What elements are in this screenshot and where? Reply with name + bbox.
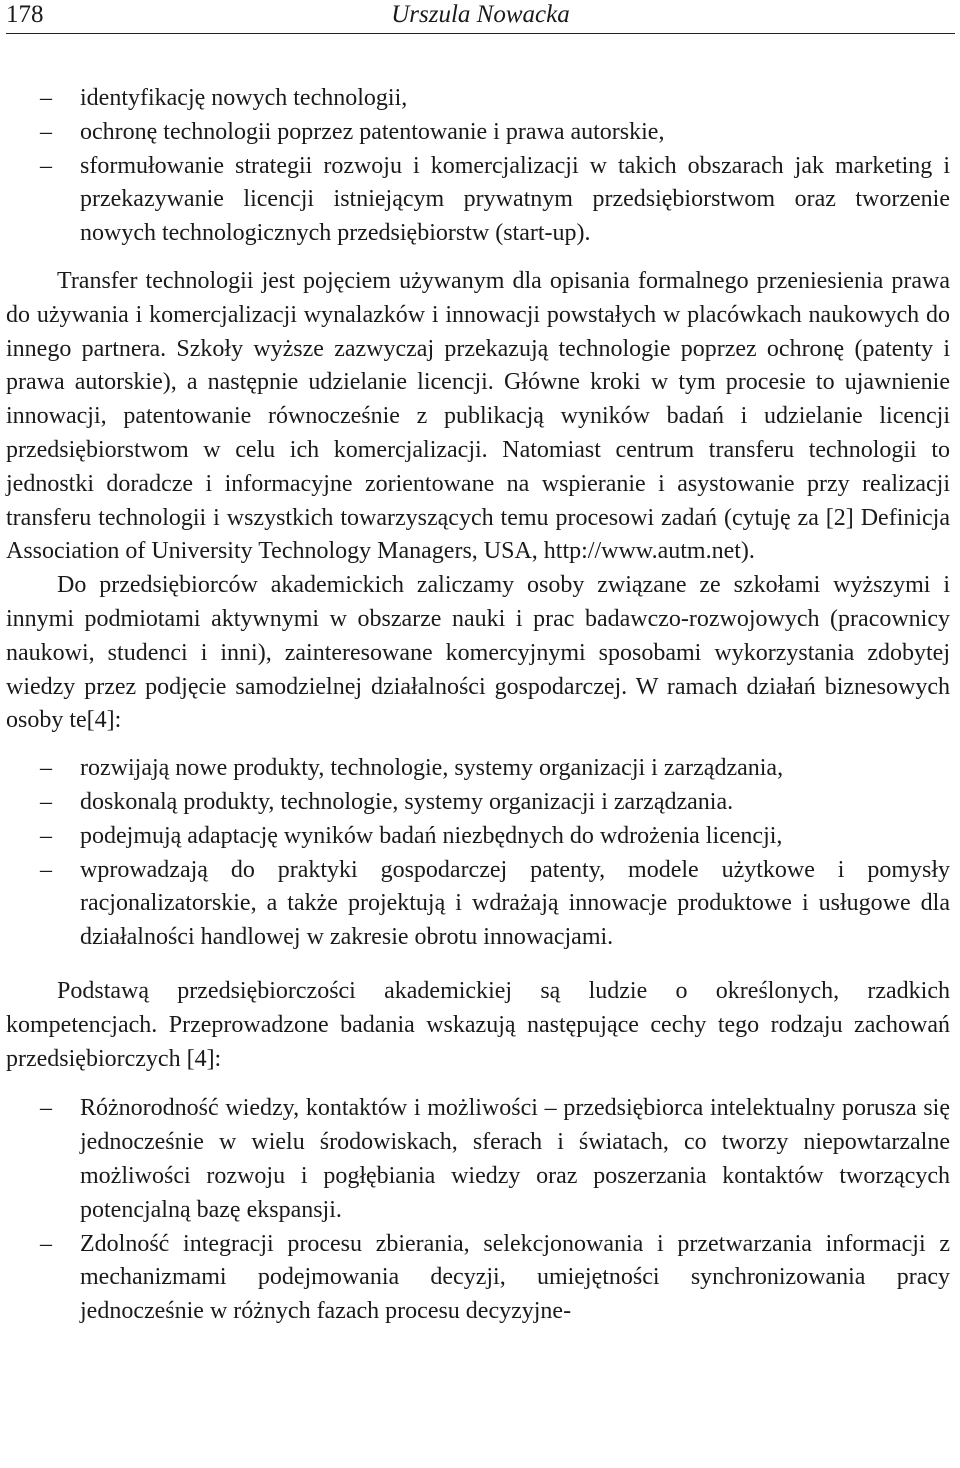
list-item: – rozwijają nowe produkty, technologie, systemy organizacji i zarządzania, xyxy=(6,752,950,786)
list-item: – podejmują adaptację wyników badań niezbędnych do wdrożenia licencji, xyxy=(6,820,950,854)
body-text xyxy=(6,82,950,1329)
dash-list-2 xyxy=(6,752,950,955)
page-header xyxy=(6,0,955,34)
list-item: – ochronę technologii poprzez patentowanie i prawa autorskie, xyxy=(6,116,950,150)
page-number: 178 xyxy=(6,1,44,28)
paragraph-przedsiebiorcy-akademiccy: Do przedsiębiorców akademickich zaliczamy osoby związane ze szkołami wyższymi i innymi podmiotami aktywnymi w obszarze nauki i prac badawczo-rozwojowych (pracownicy naukowi, studenci i inni), zainteresowane komercyjnymi sposobami wykorzystania zdobytej wiedzy przez podjęcie samodzielnej działalności gospodarczej. W ramach działań biznesowych osoby te[4]: xyxy=(6,572,950,734)
running-head-author: Urszula Nowacka xyxy=(391,1,570,28)
dash-list-1 xyxy=(6,82,950,251)
list-item: – identyfikację nowych technologii, xyxy=(6,82,950,116)
list-item: – sformułowanie strategii rozwoju i komercjalizacji w takich obszarach jak marketing i przekazywanie licencji istniejącym prywatnym przedsiębiorstwom oraz tworzenie nowych technologicznych przedsiębiorstw (start-up). xyxy=(6,150,950,251)
paragraph-transfer-technologii: Transfer technologii jest pojęciem używanym dla opisania formalnego przeniesienia prawa do używania i komercjalizacji wynalazków i innowacji powstałych w placówkach naukowych do innego partnera. Szkoły wyższe zazwyczaj przekazują technologie poprzez ochronę (patenty i prawa autorskie), a następnie udzielanie licencji. Główne kroki w tym procesie to ujawnienie innowacji, patentowanie równocześnie z publikacją wyników badań i udzielanie licencji przedsiębiorstwom w celu ich komercjalizacji. Natomiast centrum transferu technologii to jednostki doradcze i informacyjne zorientowane na wspieranie i asystowanie przy realizacji transferu technologii i wszystkich towarzyszących temu procesowi zadań (cytuję za [2] Definicja Association of University Technology Managers, USA, http://www.autm.net). xyxy=(6,267,950,565)
dash-list-3 xyxy=(6,1092,950,1329)
paragraph-podstawa-przedsiebiorczosci: Podstawą przedsiębiorczości akademickiej są ludzie o określonych, rzadkich kompetencjach. Przeprowadzone badania wskazują następujące cechy tego rodzaju zachowań przedsiębiorczych [4]: xyxy=(6,977,950,1072)
list-item: – Zdolność integracji procesu zbierania, selekcjonowania i przetwarzania informacji z mechanizmami podejmowania decyzji, umiejętności synchronizowania pracy jednocześnie w różnych fazach procesu decyzyjne- xyxy=(6,1228,950,1329)
list-item: – Różnorodność wiedzy, kontaktów i możliwości – przedsiębiorca intelektualny porusza się jednocześnie w wielu środowiskach, sferach i światach, co tworzy niepowtarzalne możliwości rozwoju i pogłębiania wiedzy oraz poszerzania kontaktów tworzących potencjalną bazę ekspansji. xyxy=(6,1092,950,1227)
list-item: – wprowadzają do praktyki gospodarczej patenty, modele użytkowe i pomysły racjonalizatorskie, a także projektują i wdrażają innowacje produktowe i usługowe dla działalności handlowej w zakresie obrotu innowacjami. xyxy=(6,854,950,955)
list-item: – doskonalą produkty, technologie, systemy organizacji i zarządzania. xyxy=(6,786,950,820)
